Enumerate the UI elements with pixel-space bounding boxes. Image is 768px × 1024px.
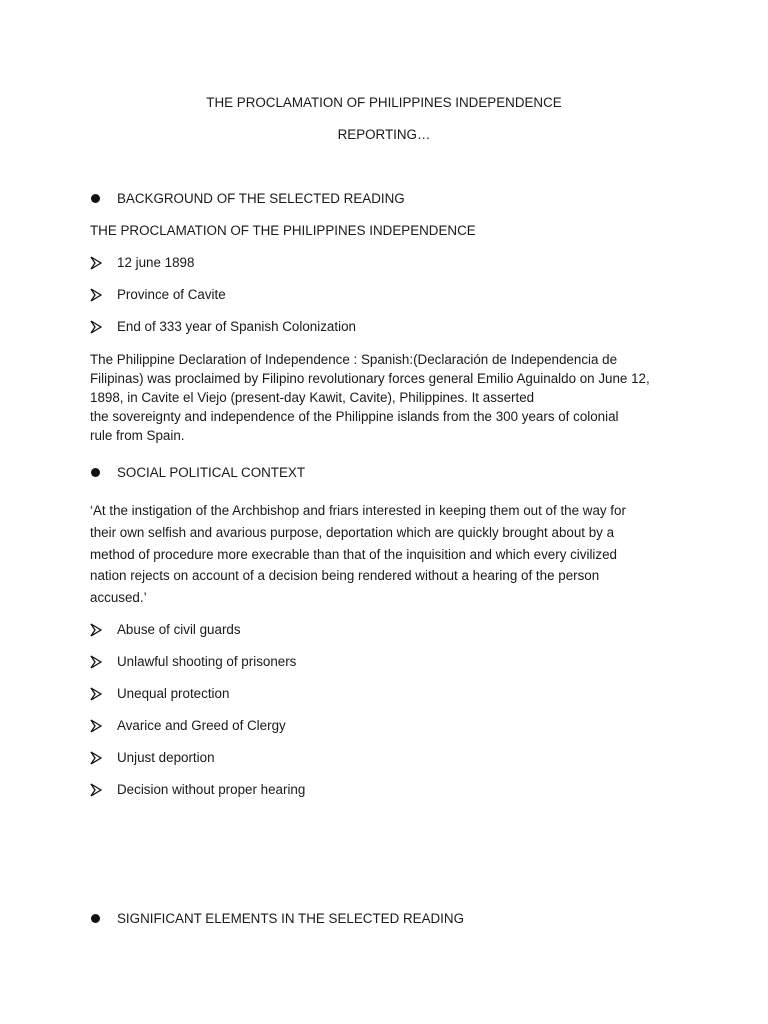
- list-item: Unjust deportion: [117, 750, 215, 765]
- arrowhead-bullet-icon: [90, 783, 102, 797]
- paragraph-line: Filipinas) was proclaimed by Filipino revolutionary forces general Emilio Aguinaldo on June 12,: [90, 371, 650, 386]
- list-item: End of 333 year of Spanish Colonization: [117, 319, 356, 334]
- list-item: Avarice and Greed of Clergy: [117, 718, 286, 733]
- quote-line: accused.’: [90, 590, 147, 606]
- section-heading-elements: SIGNIFICANT ELEMENTS IN THE SELECTED READING: [117, 911, 464, 926]
- arrowhead-bullet-icon: [90, 687, 102, 701]
- arrowhead-bullet-icon: [90, 623, 102, 637]
- arrowhead-bullet-icon: [90, 719, 102, 733]
- arrowhead-bullet-icon: [90, 751, 102, 765]
- quote-line: ‘At the instigation of the Archbishop and friars interested in keeping them out of the way for: [90, 503, 626, 518]
- list-item: Decision without proper hearing: [117, 782, 306, 797]
- background-paragraph: [90, 350, 690, 445]
- document-title: THE PROCLAMATION OF PHILIPPINES INDEPENDENCE: [206, 95, 562, 110]
- list-item: Abuse of civil guards: [117, 622, 241, 637]
- filled-circle-bullet-icon: [91, 468, 100, 477]
- quote-line: method of procedure more execrable than that of the inquisition and which every civilized: [90, 546, 617, 562]
- arrowhead-bullet-icon: [90, 655, 102, 669]
- list-item: Province of Cavite: [117, 287, 226, 302]
- paragraph-line: 1898, in Cavite el Viejo (present-day Kawit, Cavite), Philippines. It asserted: [90, 390, 535, 405]
- paragraph-line: rule from Spain.: [90, 428, 185, 443]
- list-item: Unlawful shooting of prisoners: [117, 654, 297, 669]
- paragraph-line: The Philippine Declaration of Independence : Spanish:(Declaración de Independencia de: [90, 352, 618, 367]
- list-item: Unequal protection: [117, 686, 230, 701]
- quote-paragraph: [90, 500, 690, 609]
- section-heading-background: BACKGROUND OF THE SELECTED READING: [117, 191, 405, 206]
- arrowhead-bullet-icon: [90, 288, 102, 302]
- filled-circle-bullet-icon: [91, 914, 100, 923]
- list-item: 12 june 1898: [117, 255, 195, 270]
- filled-circle-bullet-icon: [91, 194, 100, 203]
- arrowhead-bullet-icon: [90, 320, 102, 334]
- section-heading-social: SOCIAL POLITICAL CONTEXT: [117, 465, 306, 480]
- arrowhead-bullet-icon: [90, 256, 102, 270]
- quote-line: their own selfish and avarious purpose, deportation which are quickly brought about by a: [90, 524, 615, 540]
- document-subtitle: REPORTING…: [337, 127, 431, 142]
- quote-line: nation rejects on account of a decision being rendered without a hearing of the person: [90, 568, 600, 584]
- paragraph-line: the sovereignty and independence of the Philippine islands from the 300 years of colonial: [90, 409, 619, 424]
- section-subheading: THE PROCLAMATION OF THE PHILIPPINES INDEPENDENCE: [90, 223, 476, 238]
